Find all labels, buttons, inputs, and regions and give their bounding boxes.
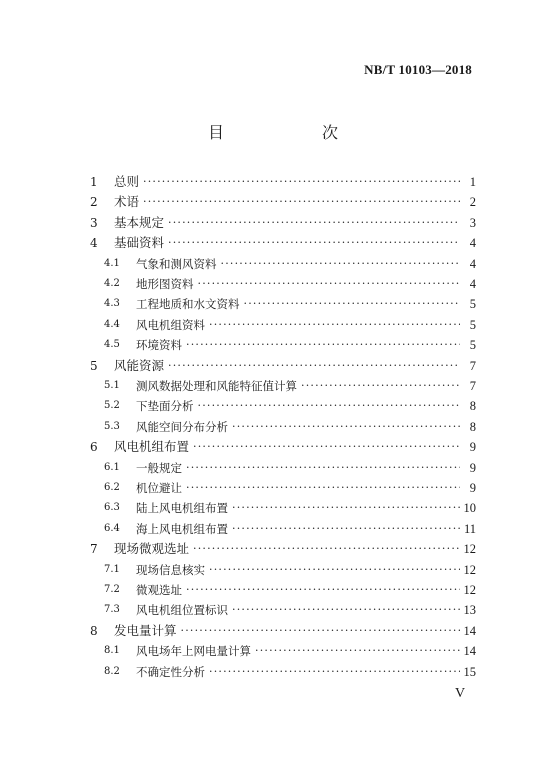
toc-leader-dots (193, 541, 459, 557)
toc-entry-label: 环境资料 (136, 338, 182, 353)
toc-leader-dots (193, 439, 460, 455)
toc-entry-label: 风能资源 (114, 357, 165, 373)
toc-entry[interactable] (90, 190, 476, 210)
toc-entry-number: 4.2 (104, 278, 120, 289)
toc-entry[interactable] (90, 558, 476, 578)
toc-entry-number: 6.3 (104, 502, 120, 514)
toc-entry-page: 12 (463, 542, 476, 557)
toc-entry-label: 发电量计算 (114, 622, 177, 638)
toc-entry[interactable] (90, 354, 476, 374)
toc-entry-number: 8.1 (104, 645, 120, 657)
toc-entry-page: 9 (469, 481, 476, 495)
toc-entry[interactable] (90, 537, 476, 557)
toc-entry-label: 术语 (114, 194, 140, 210)
toc-entry-label: 风电机组布置 (114, 439, 190, 455)
toc-entry-page: 5 (469, 338, 476, 353)
toc-entry-number: 5.2 (104, 400, 120, 412)
toc-entry-number: 7.3 (104, 604, 120, 616)
toc-entry-page: 7 (469, 358, 476, 373)
toc-entry[interactable] (90, 619, 476, 639)
toc-entry-number: 4.3 (104, 298, 120, 310)
toc-entry-label: 总则 (114, 174, 140, 189)
toc-entry-page: 4 (469, 236, 476, 251)
toc-entry-number: 1 (90, 175, 98, 189)
toc-entry-label: 微观选址 (136, 583, 182, 597)
toc-entry-label: 下垫面分析 (136, 399, 194, 414)
toc-entry[interactable] (90, 415, 476, 435)
toc-entry-page: 4 (469, 277, 476, 291)
toc-leader-dots (198, 398, 461, 414)
toc-entry[interactable] (90, 639, 476, 659)
toc-leader-dots (186, 582, 460, 598)
toc-entry-number: 7 (90, 542, 98, 557)
toc-entry-label: 基础资料 (114, 235, 165, 251)
toc-entry-page: 12 (463, 562, 476, 577)
toc-entry[interactable] (90, 272, 476, 292)
toc-entry-page: 5 (469, 297, 476, 312)
toc-entry-page: 9 (469, 460, 476, 475)
toc-entry-page: 3 (469, 215, 476, 230)
toc-leader-dots (198, 276, 461, 292)
toc-entry-page: 4 (469, 256, 476, 271)
toc-leader-dots (301, 378, 460, 394)
toc-leader-dots (168, 215, 460, 231)
toc-leader-dots (143, 174, 460, 190)
toc-entry[interactable] (90, 476, 476, 496)
toc-entry-label: 风电场年上网电量计算 (136, 644, 251, 659)
toc-leader-dots (186, 480, 460, 496)
toc-entry-number: 5.3 (104, 420, 120, 432)
toc-entry-number: 3 (90, 215, 98, 230)
toc-entry[interactable] (90, 374, 476, 394)
toc-leader-dots (255, 643, 460, 659)
toc-entry-label: 海上风电机组布置 (136, 521, 228, 536)
standard-code: NB/T 10103—2018 (364, 62, 472, 77)
toc-entry-number: 6.2 (104, 482, 120, 493)
toc-leader-dots (181, 623, 460, 639)
toc-entry-label: 现场微观选址 (114, 541, 190, 557)
toc-entry-number: 6.1 (104, 461, 120, 473)
toc-entry-page: 9 (469, 440, 476, 455)
toc-entry[interactable] (90, 517, 476, 537)
toc-entry-page: 15 (463, 664, 476, 679)
toc-entry-page: 11 (463, 521, 476, 536)
toc-entry-number: 8 (90, 623, 98, 638)
toc-leader-dots (186, 460, 460, 476)
toc-leader-dots (209, 664, 460, 680)
toc-entry[interactable] (90, 313, 476, 333)
toc-entry[interactable] (90, 211, 476, 231)
toc-leader-dots (209, 562, 460, 578)
toc-entry[interactable] (90, 578, 476, 598)
toc-leader-dots (244, 296, 461, 312)
toc-entry[interactable] (90, 435, 476, 455)
toc-entry-number: 8.2 (104, 665, 120, 677)
toc-entry-number: 2 (90, 195, 98, 210)
toc-entry-label: 地形图资料 (136, 277, 194, 291)
toc-entry-page: 7 (469, 379, 476, 393)
toc-entry-page: 14 (463, 644, 476, 659)
toc-entry-page: 2 (469, 195, 476, 210)
toc-entry-label: 测风数据处理和风能特征值计算 (136, 379, 297, 393)
toc-leader-dots (186, 337, 460, 353)
toc-title: 目 次 (207, 123, 360, 142)
toc-entry-label: 风能空间分布分析 (136, 419, 228, 434)
toc-entry-number: 5 (90, 358, 98, 373)
toc-entry-label: 基本规定 (114, 214, 165, 230)
toc-leader-dots (232, 521, 460, 537)
toc-entry-page: 14 (463, 623, 476, 638)
toc-entry[interactable] (90, 252, 476, 272)
page-number: V (455, 686, 466, 701)
toc-entry-number: 4.5 (104, 339, 120, 351)
toc-entry-label: 风电机组资料 (136, 317, 205, 332)
toc-leader-dots (209, 317, 460, 333)
toc-entry-number: 7.1 (104, 563, 120, 575)
toc-entry-label: 不确定性分析 (136, 664, 205, 679)
toc-entry-number: 5.1 (104, 380, 120, 391)
toc-leader-dots (232, 602, 460, 618)
toc-entry[interactable] (90, 292, 476, 312)
toc-entry-page: 8 (469, 419, 476, 434)
toc-entry-page: 1 (469, 175, 476, 189)
toc-entry-label: 陆上风电机组布置 (136, 501, 228, 516)
toc-entry[interactable] (90, 394, 476, 414)
toc-entry-number: 6 (90, 440, 98, 455)
toc-leader-dots (232, 500, 460, 516)
toc-entry-number: 6.4 (104, 522, 120, 534)
toc-entry[interactable] (90, 456, 476, 476)
toc-entry-page: 10 (463, 501, 476, 516)
toc-entry[interactable] (90, 496, 476, 516)
toc-leader-dots (221, 256, 461, 272)
toc-leader-dots (143, 194, 460, 210)
toc-entry-label: 一般规定 (136, 460, 182, 475)
toc-entry-label: 机位避让 (136, 481, 182, 495)
toc-entry-number: 4.4 (104, 318, 120, 330)
toc-entry-page: 5 (469, 317, 476, 332)
toc-entry[interactable] (90, 598, 476, 618)
toc-entry-label: 现场信息核实 (136, 562, 205, 577)
toc-leader-dots (232, 419, 460, 435)
toc-entry[interactable] (90, 660, 476, 680)
toc-leader-dots (168, 358, 460, 374)
toc-entry[interactable] (90, 170, 476, 190)
toc-entry[interactable] (90, 231, 476, 251)
toc-entry-page: 13 (463, 603, 476, 618)
toc-leader-dots (168, 235, 460, 251)
toc-entry[interactable] (90, 333, 476, 353)
toc-entry-number: 4.1 (104, 257, 120, 269)
toc-entry-label: 风电机组位置标识 (136, 603, 228, 618)
toc-entry-label: 工程地质和水文资料 (136, 297, 240, 312)
toc-entry-number: 4 (90, 236, 98, 251)
toc-entry-label: 气象和测风资料 (136, 256, 217, 271)
toc-entry-page: 12 (463, 583, 476, 597)
toc-entry-page: 8 (469, 399, 476, 414)
toc-entry-number: 7.2 (104, 584, 120, 595)
